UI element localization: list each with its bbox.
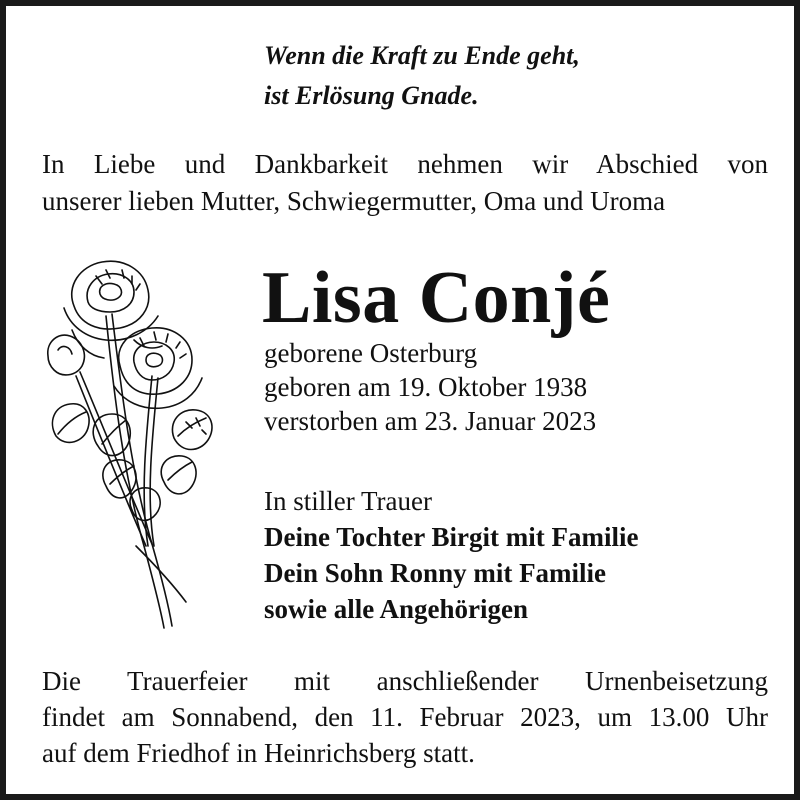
mourners-block bbox=[264, 483, 638, 627]
life-details bbox=[264, 336, 596, 438]
birth-date: geboren am 19. Oktober 1938 bbox=[264, 372, 588, 402]
funeral-service-info bbox=[42, 663, 768, 771]
mourner-line: Dein Sohn Ronny mit Familie bbox=[264, 558, 607, 588]
service-line-2: findet am Sonnabend, den 11. Februar 2023, um 13.00 Uhr bbox=[42, 702, 768, 732]
service-line-3: auf dem Friedhof in Heinrichsberg statt. bbox=[42, 738, 475, 768]
intro-text bbox=[42, 146, 768, 220]
death-date: verstorben am 23. Januar 2023 bbox=[264, 406, 597, 436]
mourner-line: sowie alle Angehörigen bbox=[264, 594, 528, 624]
deceased-name: Lisa Conjé bbox=[262, 257, 611, 339]
motto-verse bbox=[264, 36, 580, 116]
intro-line-1: In Liebe und Dankbarkeit nehmen wir Abschied von bbox=[42, 149, 768, 179]
birth-name: geborene Osterburg bbox=[264, 338, 478, 368]
motto-line-2: ist Erlösung Gnade. bbox=[264, 81, 479, 110]
motto-line-1: Wenn die Kraft zu Ende geht, bbox=[264, 41, 580, 70]
mourner-line: Deine Tochter Birgit mit Familie bbox=[264, 522, 639, 552]
rose-bouquet-icon bbox=[36, 246, 216, 636]
mourning-heading: In stiller Trauer bbox=[264, 486, 432, 516]
intro-line-2: unserer lieben Mutter, Schwiegermutter, Oma und Uroma bbox=[42, 186, 666, 216]
service-line-1: Die Trauerfeier mit anschließender Urnenbeisetzung bbox=[42, 666, 768, 696]
